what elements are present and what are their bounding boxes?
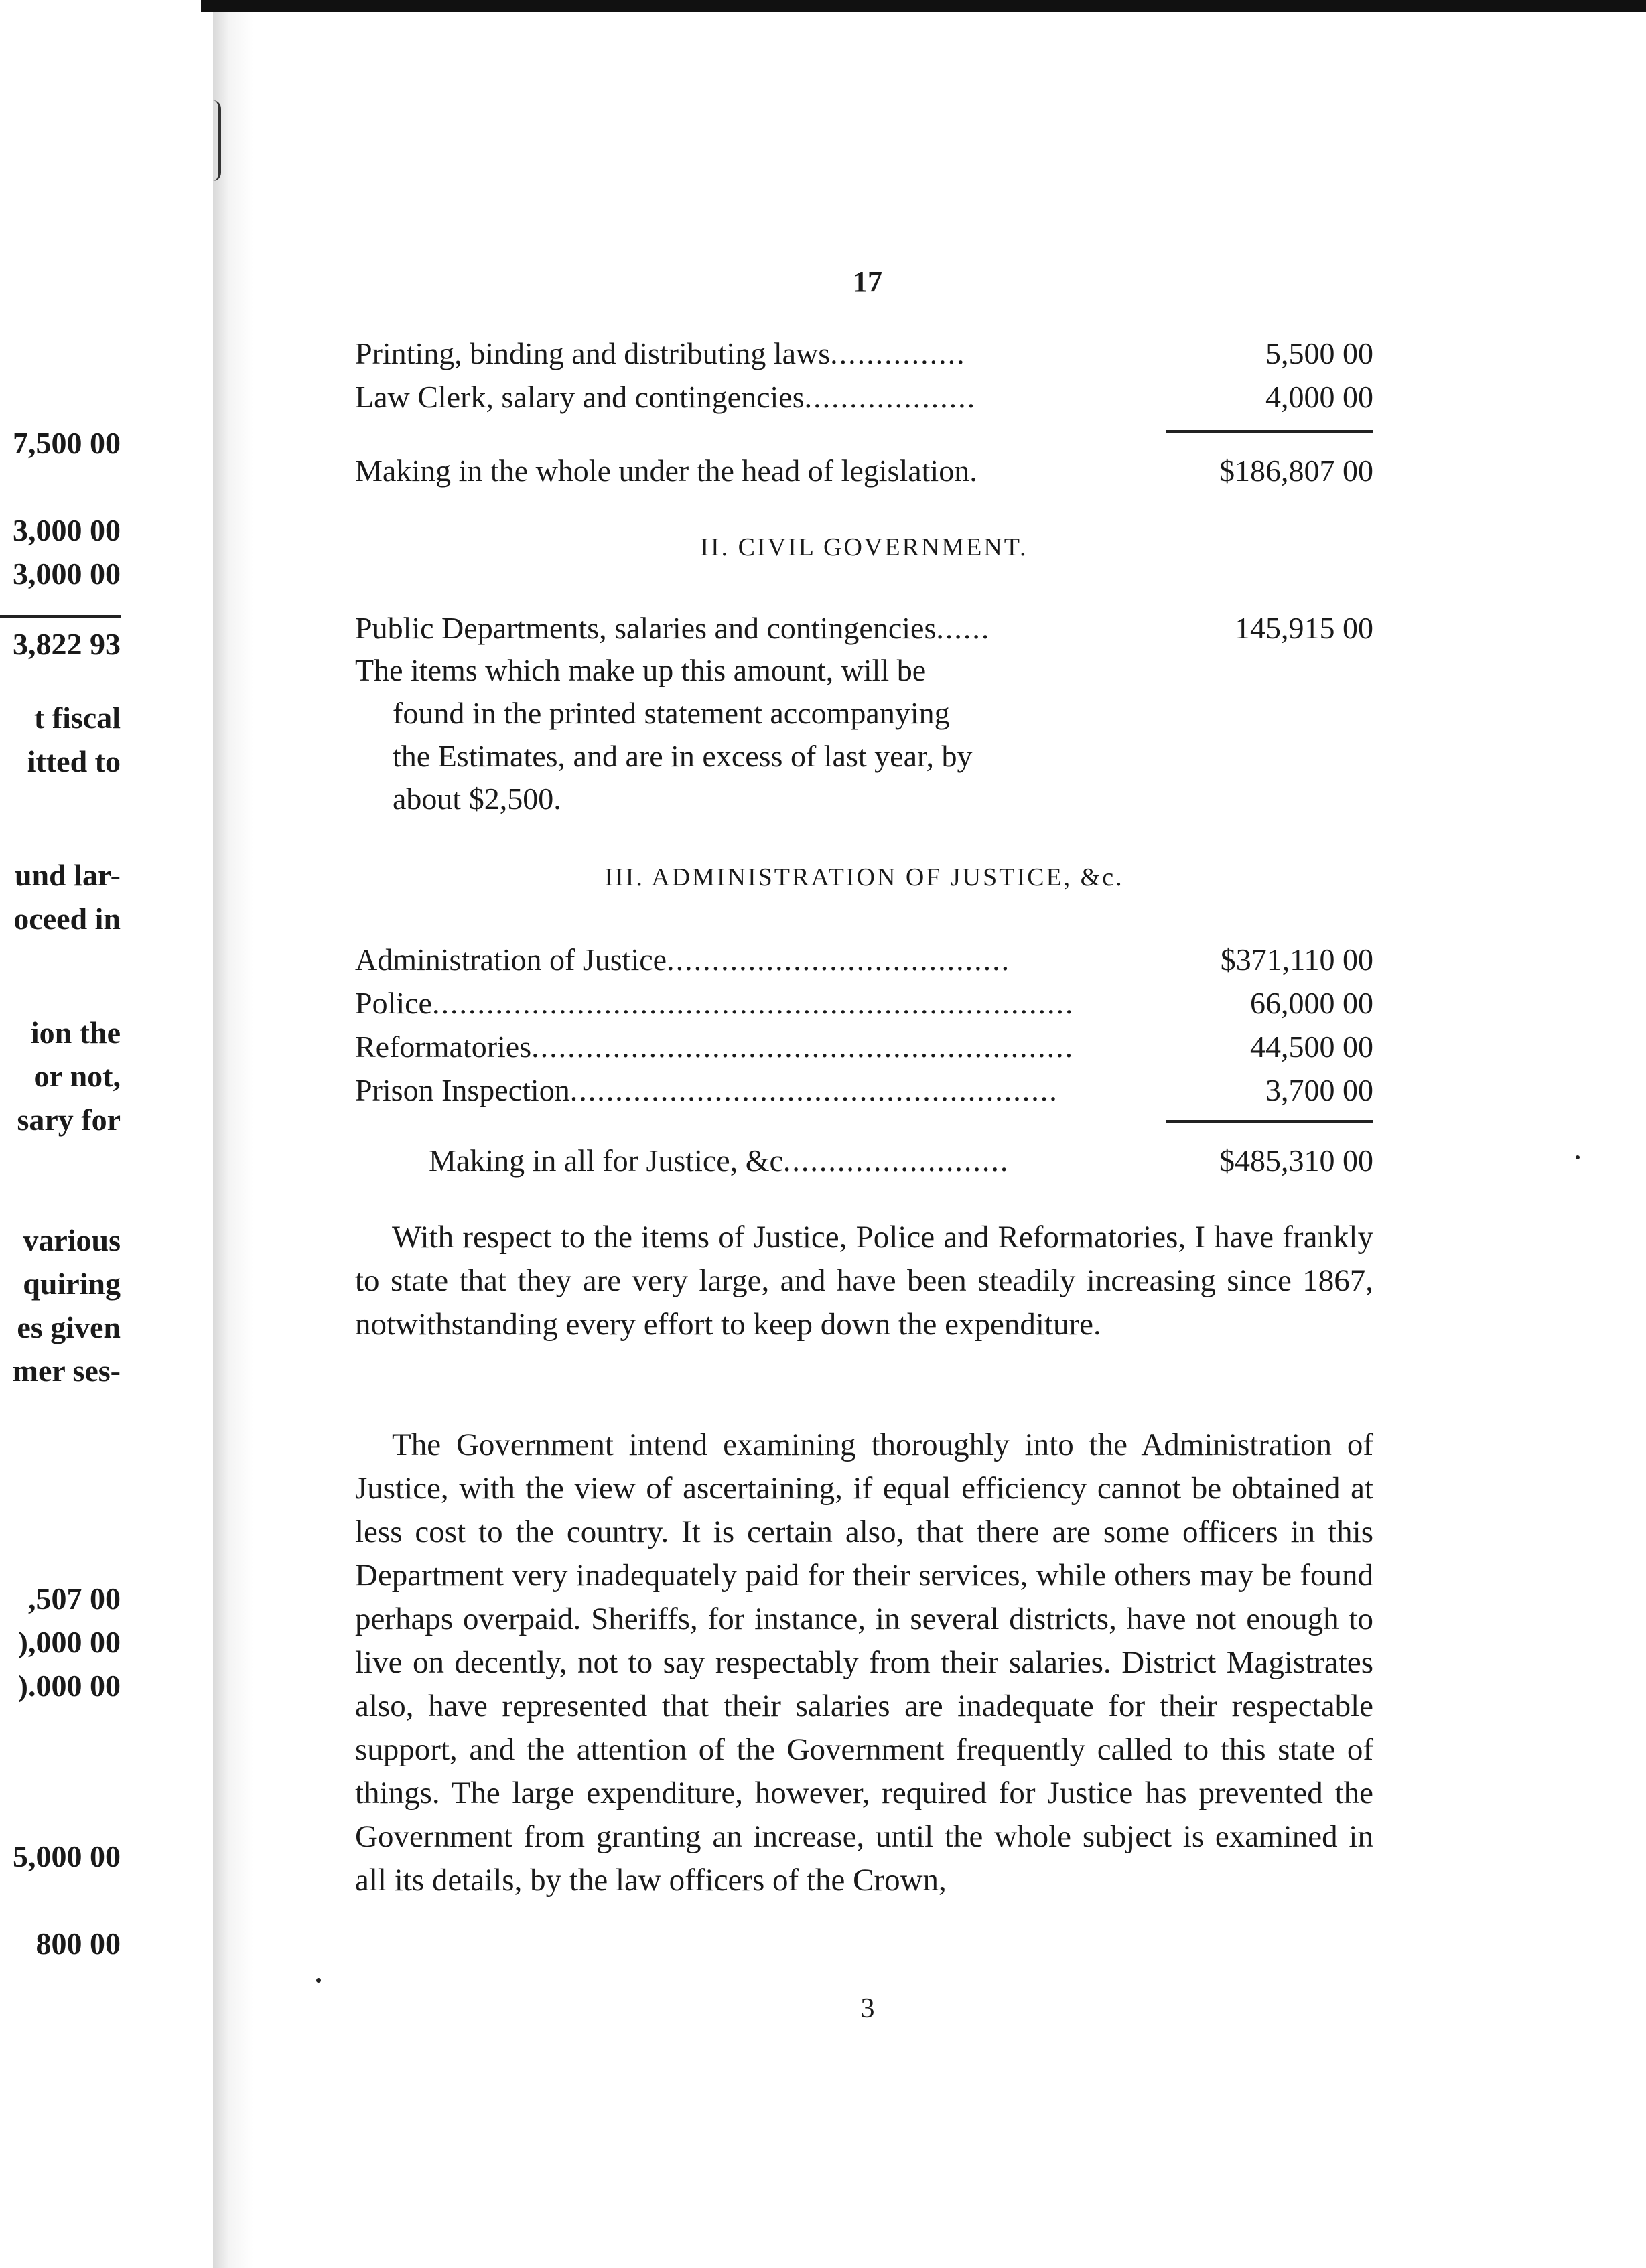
left-fragment: ),000 00 xyxy=(17,1625,121,1659)
left-fragment: 3,000 00 xyxy=(13,557,121,591)
left-fragment: 7,500 00 xyxy=(13,426,121,460)
item-amount: 4,000 00 xyxy=(1265,380,1373,414)
item-label: Police....................................................................... xyxy=(355,986,1075,1020)
item-label: Prison Inspection...................................................... xyxy=(355,1073,1058,1107)
left-fragment: es given xyxy=(17,1310,121,1344)
item-label: Administration of Justice...................................... xyxy=(355,942,1011,977)
left-sum-rule xyxy=(0,615,121,618)
left-fragment: itted to xyxy=(27,744,121,778)
left-fragment: 5,000 00 xyxy=(13,1839,121,1873)
left-fragment: oceed in xyxy=(13,902,121,936)
left-fragment: ,507 00 xyxy=(28,1581,121,1616)
civil-government-item xyxy=(355,603,1373,646)
left-fragment: 3,000 00 xyxy=(13,513,121,547)
left-fragment: sary for xyxy=(17,1103,121,1137)
stray-ink-dot xyxy=(1576,1155,1580,1159)
justice-item xyxy=(355,934,1373,977)
legislation-total xyxy=(355,445,1373,488)
note-line: about $2,500. xyxy=(393,782,561,816)
left-fragment: mer ses- xyxy=(12,1354,121,1388)
paragraph: The Government intend examining thoroughly into the Administration of Justice, with the view of ascertaining, if equal efficiency cannot be obtained at less cost to the country. It is certain also, that there are some officers in this Department very inadequately paid for their services, while others may be found perhaps overpaid. Sheriffs, for instance, in several districts, have not enough to live on decently, not to say respectably from their salaries. District Magistrates also, have represented that their salaries are inadequate for their respectable support, and the attention of the Government frequently called to this state of things. The large expenditure, however, required for Justice has prevented the Government from granting an increase, until the whole subject is examined in all its details, by the law officers of the Crown, xyxy=(355,1427,1373,1898)
paragraph: With respect to the items of Justice, Police and Reformatories, I have frankly to state that they are very large, and have been steadily increasing since 1867, notwithstanding every effort to keep down the expenditure. xyxy=(355,1220,1373,1342)
item-label: Printing, binding and distributing laws............... xyxy=(355,336,966,370)
item-label: Law Clerk, salary and contingencies................... xyxy=(355,380,977,414)
page-number: 17 xyxy=(853,265,882,298)
item-amount: 5,500 00 xyxy=(1265,336,1373,370)
legislation-item xyxy=(355,372,1373,415)
book-spine-curve xyxy=(213,100,221,181)
note-line: The items which make up this amount, will be xyxy=(355,653,927,687)
section-heading-justice: III. ADMINISTRATION OF JUSTICE, &c. xyxy=(604,863,1124,892)
signature-mark: 3 xyxy=(860,1993,875,2024)
section-heading-civil-government: II. CIVIL GOVERNMENT. xyxy=(700,533,1028,561)
justice-item xyxy=(355,978,1373,1021)
item-label: Public Departments, salaries and contingencies...... xyxy=(355,611,991,645)
left-fragment: 800 00 xyxy=(36,1926,121,1961)
page-17 xyxy=(355,0,1380,2268)
note-line: found in the printed statement accompanying xyxy=(393,696,950,730)
civil-government-note xyxy=(355,649,1146,821)
item-amount: 3,700 00 xyxy=(1265,1073,1373,1107)
total-label: Making in all for Justice, &c......................... xyxy=(429,1143,1010,1178)
stray-ink-dot xyxy=(316,1978,321,1983)
total-label: Making in the whole under the head of legislation. xyxy=(355,453,977,488)
legislation-item xyxy=(355,328,1373,371)
justice-item xyxy=(355,1065,1373,1108)
left-page-fragments xyxy=(0,0,127,2268)
item-amount: 66,000 00 xyxy=(1250,986,1373,1020)
total-amount: $186,807 00 xyxy=(1219,453,1373,488)
left-fragment: t fiscal xyxy=(33,701,121,735)
left-fragment: various xyxy=(23,1223,121,1257)
sum-rule xyxy=(1166,1120,1373,1123)
item-amount: 44,500 00 xyxy=(1250,1030,1373,1064)
left-fragment: 3,822 93 xyxy=(13,627,121,661)
justice-item xyxy=(355,1021,1373,1064)
total-amount: $485,310 00 xyxy=(1219,1143,1373,1178)
left-fragment: quiring xyxy=(23,1267,121,1301)
left-fragment: or not, xyxy=(33,1059,121,1093)
sum-rule xyxy=(1166,430,1373,433)
justice-total xyxy=(355,1135,1373,1178)
item-amount: $371,110 00 xyxy=(1220,942,1373,977)
item-label: Reformatories............................................................ xyxy=(355,1030,1075,1064)
left-fragment: ).000 00 xyxy=(17,1669,121,1703)
note-line: the Estimates, and are in excess of last year, by xyxy=(393,739,973,773)
item-amount: 145,915 00 xyxy=(1235,611,1373,645)
book-spine-shadow xyxy=(213,12,253,2268)
left-fragment: ion the xyxy=(30,1015,121,1050)
left-fragment: und lar- xyxy=(14,858,121,892)
